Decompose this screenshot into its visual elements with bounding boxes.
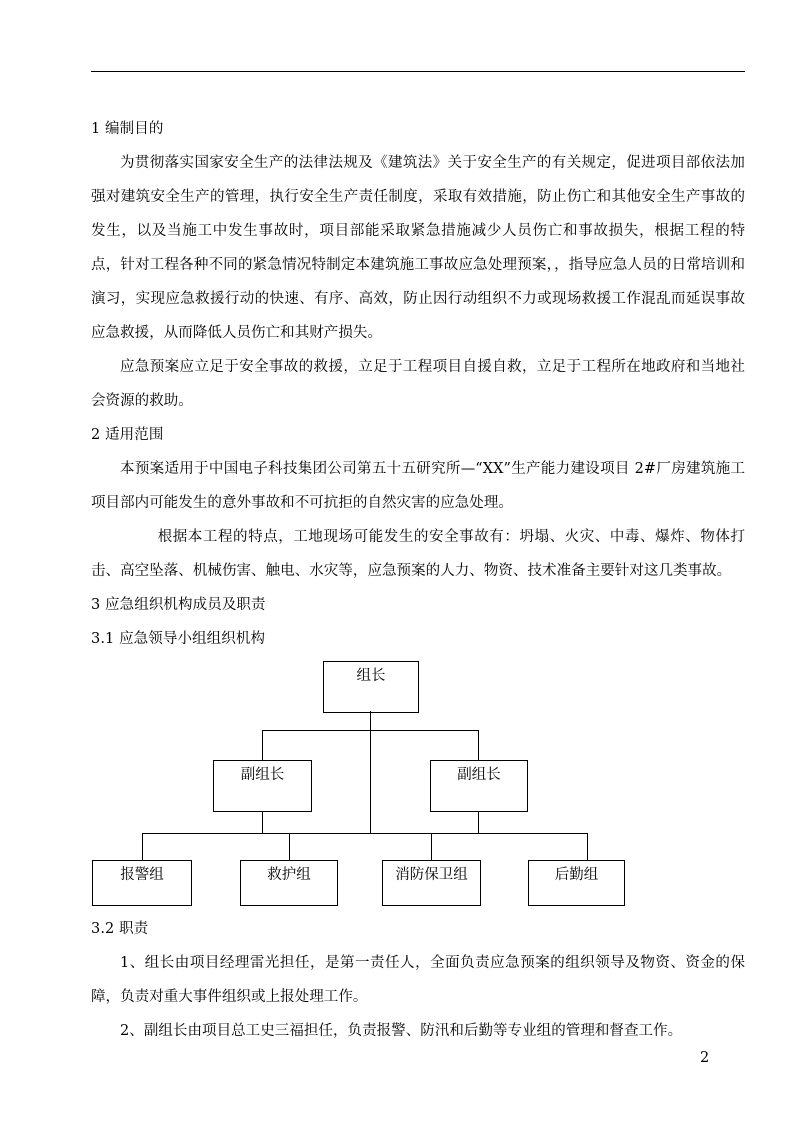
section-heading-3: 3 应急组织机构成员及职责 bbox=[91, 597, 266, 613]
section-heading-1: 1 编制目的 bbox=[91, 121, 164, 137]
org-connector-riser-deputy-right bbox=[478, 812, 479, 834]
section-subheading-3-2: 3.2 职责 bbox=[91, 921, 149, 937]
org-connector-drop-team-alarm bbox=[142, 833, 143, 860]
org-connector-spine bbox=[370, 711, 371, 834]
section-1-paragraph-1: 为贯彻落实国家安全生产的法律法规及《建筑法》关于安全生产的有关规定，促进项目部依法加强对建筑安全生产的管理，执行安全生产责任制度，采取有效措施，防止伤亡和其他安全生产事故的发生，以及当施工中发生事故时，项目部能采取紧急措施减少人员伤亡和事故损失，根据工程的特点，针对工程各种不同的紧急情况特制定本建筑施工事故应急处理预案，，指导应急人员的日常培训和演习，实现应急救援行动的快速、有序、高效，防止因行动组织不力或现场救援工作混乱而延误事故应急救援，从而降低人员伤亡和其财产损失。 bbox=[91, 155, 745, 341]
org-node-team-alarm-label: 报警组 bbox=[120, 867, 164, 883]
org-node-team-rescue bbox=[240, 860, 338, 906]
org-node-team-alarm bbox=[92, 860, 192, 906]
org-connector-drop-team-logistics bbox=[587, 833, 588, 860]
org-node-deputy-right bbox=[430, 760, 528, 812]
duty-item-2: 2、副组长由项目总工史三福担任，负责报警、防汛和后勤等专业组的管理和督查工作。 bbox=[120, 1023, 683, 1039]
section-1-paragraph-2: 应急预案应立足于安全事故的救援，立足于工程项目自援自救，立足于工程所在地政府和当地社会资源的救助。 bbox=[91, 359, 745, 409]
section-heading-2: 2 适用范围 bbox=[91, 427, 164, 443]
section-2-paragraph-1: 本预案适用于中国电子科技集团公司第五十五研究所—“XX”生产能力建设项目 2#厂房建筑施工项目部内可能发生的意外事故和不可抗拒的自然灾害的应急处理。 bbox=[91, 461, 745, 511]
org-node-deputy-left bbox=[213, 760, 312, 812]
org-connector-drop-team-rescue bbox=[289, 833, 290, 860]
org-node-team-fire-security bbox=[382, 860, 481, 906]
org-node-deputy-left-label: 副组长 bbox=[240, 767, 285, 783]
org-node-team-logistics-label: 后勤组 bbox=[554, 867, 599, 883]
page-number: 2 bbox=[700, 1050, 710, 1066]
org-node-team-rescue-label: 救护组 bbox=[267, 867, 311, 883]
duty-item-1: 1、组长由项目经理雷光担任，是第一责任人，全面负责应急预案的组织领导及物资、资金的保障，负责对重大事件组织或上报处理工作。 bbox=[91, 955, 745, 1005]
section-2-paragraph-2: 根据本工程的特点，工地现场可能发生的安全事故有：坍塌、火灾、中毒、爆炸、物体打击、高空坠落、机械伤害、触电、水灾等，应急预案的人力、物资、技术准备主要针对这几类事故。 bbox=[91, 529, 745, 579]
org-node-team-logistics bbox=[528, 860, 625, 906]
org-connector-drop-deputy-right bbox=[478, 730, 479, 761]
org-connector-bus-lower bbox=[142, 833, 588, 834]
org-node-leader-label: 组长 bbox=[356, 668, 386, 684]
org-node-team-fire-security-label: 消防保卫组 bbox=[395, 867, 468, 883]
section-subheading-3-1: 3.1 应急领导小组组织机构 bbox=[91, 631, 266, 647]
org-connector-drop-team-fire-security bbox=[431, 833, 432, 860]
document-body bbox=[91, 112, 745, 656]
org-node-leader bbox=[323, 661, 419, 713]
org-connector-bus-upper bbox=[262, 730, 479, 731]
header-rule bbox=[91, 71, 745, 72]
org-connector-riser-deputy-left bbox=[262, 812, 263, 834]
document-body-lower bbox=[91, 912, 745, 1048]
org-connector-drop-deputy-left bbox=[262, 730, 263, 761]
org-node-deputy-right-label: 副组长 bbox=[457, 767, 501, 783]
